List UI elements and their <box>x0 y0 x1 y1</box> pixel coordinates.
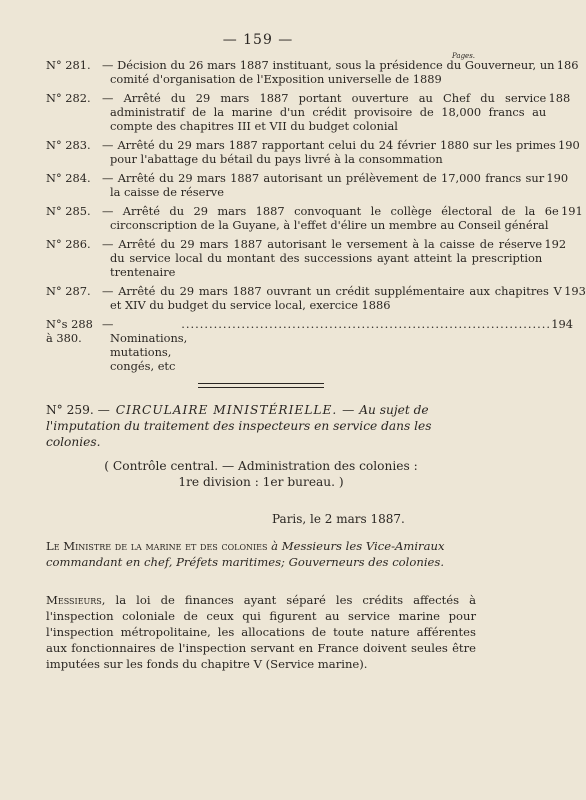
toc-entry <box>46 316 573 374</box>
entry-page: 186 <box>556 58 579 72</box>
toc-entry <box>46 203 583 233</box>
entry-text: — Nominations, mutations, congés, etc <box>102 316 188 374</box>
entry-number: N° 282. <box>46 90 91 105</box>
toc-entry <box>46 58 579 87</box>
salutation: Messieurs, <box>46 593 106 607</box>
entry-number: N° 285. <box>46 203 91 218</box>
body-paragraph <box>46 592 476 672</box>
entry-text: — Arrêté du 29 mars 1887 ouvrant un crédit supplémentaire aux chapitres V et XIV du budget du service local, exercice 1886 <box>102 283 562 313</box>
control-line-2: 1re division : 1er bureau. ) <box>178 475 344 489</box>
entry-page: 188 <box>548 90 571 105</box>
entry-page: 192 <box>544 236 567 251</box>
sender: Le Ministre de la marine et des colonies <box>46 539 268 553</box>
control-reference <box>46 458 476 490</box>
toc-entry <box>46 170 569 200</box>
entry-number: N° 284. <box>46 170 91 185</box>
entry-number: N° 286. <box>46 236 91 251</box>
entry-text: — Arrêté du 29 mars 1887 rapportant celui du 24 février 1880 sur les primes pour l'abattage du bétail du pays livré à la consommation <box>102 138 556 167</box>
toc-entry <box>46 236 567 280</box>
toc-entry <box>46 90 571 134</box>
leader-dots: ................................................................................ <box>181 316 551 331</box>
body-text: la loi de finances ayant séparé les crédits affectés à l'inspection coloniale de ceux qui figurent au service marine pour l'inspection métropolitaine, les allocations de toute nature afférentes aux fonctionnaires de l'inspection servant en France doivent seules être imputées sur les fonds du chapitre V (Service marine). <box>46 593 476 671</box>
control-line-1: ( Contrôle central. — Administration des colonies : <box>104 459 418 473</box>
toc-entry <box>46 283 586 313</box>
circular-subject: Au sujet de l'imputation du traitement des inspecteurs en service dans les colonies. <box>46 403 432 449</box>
entry-number: N° 287. <box>46 283 91 298</box>
entry-page: 190 <box>558 138 580 153</box>
entry-page: 191 <box>560 203 583 218</box>
entry-number: N° 281. <box>46 58 91 72</box>
entry-text: — Arrêté du 29 mars 1887 convoquant le collège électoral de la 6e circonscription de la Guyane, à l'effet d'élire un membre au Conseil général <box>102 203 559 233</box>
table-of-contents <box>46 58 586 378</box>
recipients: à Messieurs les Vice-Amiraux commandant en chef, Préfets maritimes; Gouverneurs des colonies. <box>46 539 445 569</box>
circular-date: Paris, le 2 mars 1887. <box>272 512 405 526</box>
entry-page: 190 <box>546 170 569 185</box>
entry-number: N° 283. <box>46 138 91 153</box>
address-line <box>46 538 476 570</box>
entry-text: — Arrêté du 29 mars 1887 portant ouverture au Chef du service administratif de la marine d'un crédit provisoire de 18,000 francs au compte des chapitres III et VII du budget colonial <box>102 90 547 134</box>
entry-page: 194 <box>551 316 573 331</box>
entry-text: — Décision du 26 mars 1887 instituant, sous la présidence du Gouverneur, un comité d'organisation de l'Exposition universelle de 1889 <box>102 58 555 87</box>
section-divider <box>198 383 324 388</box>
entry-number: N°s 288 à 380. <box>46 316 93 345</box>
toc-entry <box>46 138 580 167</box>
circular-heading <box>46 402 476 450</box>
entry-text: — Arrêté du 29 mars 1887 autorisant le versement à la caisse de réserve du service local du montant des successions ayant atteint la prescription trentenaire <box>102 236 543 280</box>
page-number: — 159 — <box>222 32 294 48</box>
entry-page: 193 <box>564 283 586 298</box>
circular-title: — CIRCULAIRE MINISTÉRIELLE. — <box>97 403 356 417</box>
pages-column-label: Pages. <box>452 52 476 60</box>
entry-text: — Arrêté du 29 mars 1887 autorisant un prélèvement de 17,000 francs sur la caisse de réserve <box>102 170 545 200</box>
circular-number: N° 259. <box>46 403 94 417</box>
